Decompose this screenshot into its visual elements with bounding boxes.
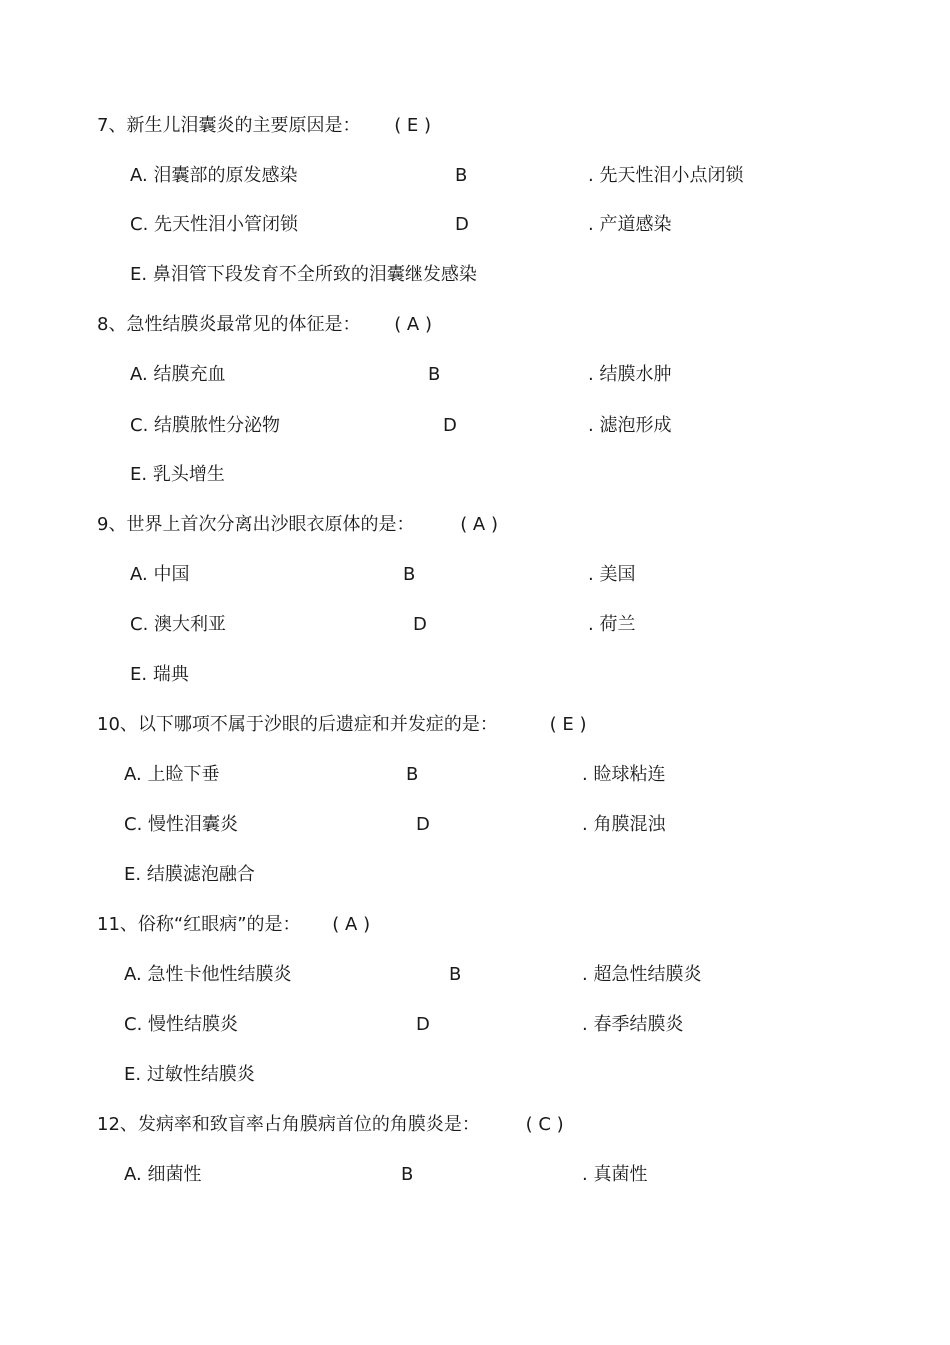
option-a: A. 上睑下垂 [124, 764, 220, 785]
option-a: A. 结膜充血 [130, 364, 226, 385]
option-b-text: . 结膜水肿 [588, 364, 672, 385]
question-8-stem [97, 313, 432, 337]
option-e: E. 乳头增生 [130, 464, 225, 485]
option-c: C. 慢性泪囊炎 [124, 814, 239, 835]
option-b-letter: B [406, 764, 419, 785]
question-text: 8、急性结膜炎最常见的体征是： [97, 314, 361, 335]
answer-blank: ( E ) [394, 115, 432, 136]
option-c: C. 澳大利亚 [130, 614, 227, 635]
question-9-stem [97, 513, 498, 537]
option-d-letter: D [455, 214, 469, 235]
option-b-letter: B [449, 964, 462, 985]
option-b-text: . 睑球粘连 [582, 764, 666, 785]
answer-blank: ( E ) [549, 714, 587, 735]
option-b-text: . 先天性泪小点闭锁 [588, 165, 744, 186]
option-a: A. 急性卡他性结膜炎 [124, 964, 292, 985]
question-text: 11、俗称“红眼病”的是： [97, 914, 301, 935]
option-c: C. 结膜脓性分泌物 [130, 415, 281, 436]
option-d-text: . 角膜混浊 [582, 814, 666, 835]
question-text: 9、世界上首次分离出沙眼衣原体的是： [97, 514, 415, 535]
option-d-text: . 产道感染 [588, 214, 672, 235]
option-b-text: . 美国 [588, 564, 636, 585]
option-d-text: . 荷兰 [588, 614, 636, 635]
option-b-letter: B [401, 1164, 414, 1185]
question-text: 7、新生儿泪囊炎的主要原因是： [97, 115, 361, 136]
option-b-letter: B [455, 165, 468, 186]
option-e: E. 瑞典 [130, 664, 189, 685]
option-a: A. 中国 [130, 564, 190, 585]
option-b-letter: B [428, 364, 441, 385]
option-a: A. 泪囊部的原发感染 [130, 165, 298, 186]
question-12-stem [97, 1113, 564, 1137]
option-d-letter: D [416, 1014, 430, 1035]
option-e: E. 过敏性结膜炎 [124, 1064, 255, 1085]
option-d-text: . 滤泡形成 [588, 415, 672, 436]
question-11-stem [97, 913, 370, 937]
option-c: C. 先天性泪小管闭锁 [130, 214, 299, 235]
question-text: 10、以下哪项不属于沙眼的后遗症和并发症的是： [97, 714, 498, 735]
question-7-stem [97, 114, 431, 138]
option-d-letter: D [416, 814, 430, 835]
option-e: E. 结膜滤泡融合 [124, 864, 255, 885]
option-e: E. 鼻泪管下段发育不全所致的泪囊继发感染 [130, 264, 477, 285]
option-a: A. 细菌性 [124, 1164, 202, 1185]
option-d-text: . 春季结膜炎 [582, 1014, 684, 1035]
option-d-letter: D [443, 415, 457, 436]
question-10-stem [97, 713, 587, 737]
option-c: C. 慢性结膜炎 [124, 1014, 239, 1035]
option-b-letter: B [403, 564, 416, 585]
option-b-text: . 真菌性 [582, 1164, 648, 1185]
answer-blank: ( A ) [394, 314, 432, 335]
option-b-text: . 超急性结膜炎 [582, 964, 702, 985]
answer-blank: ( A ) [460, 514, 498, 535]
option-d-letter: D [413, 614, 427, 635]
question-text: 12、发病率和致盲率占角膜病首位的角膜炎是： [97, 1114, 480, 1135]
answer-blank: ( A ) [332, 914, 371, 935]
answer-blank: ( C ) [525, 1114, 564, 1135]
